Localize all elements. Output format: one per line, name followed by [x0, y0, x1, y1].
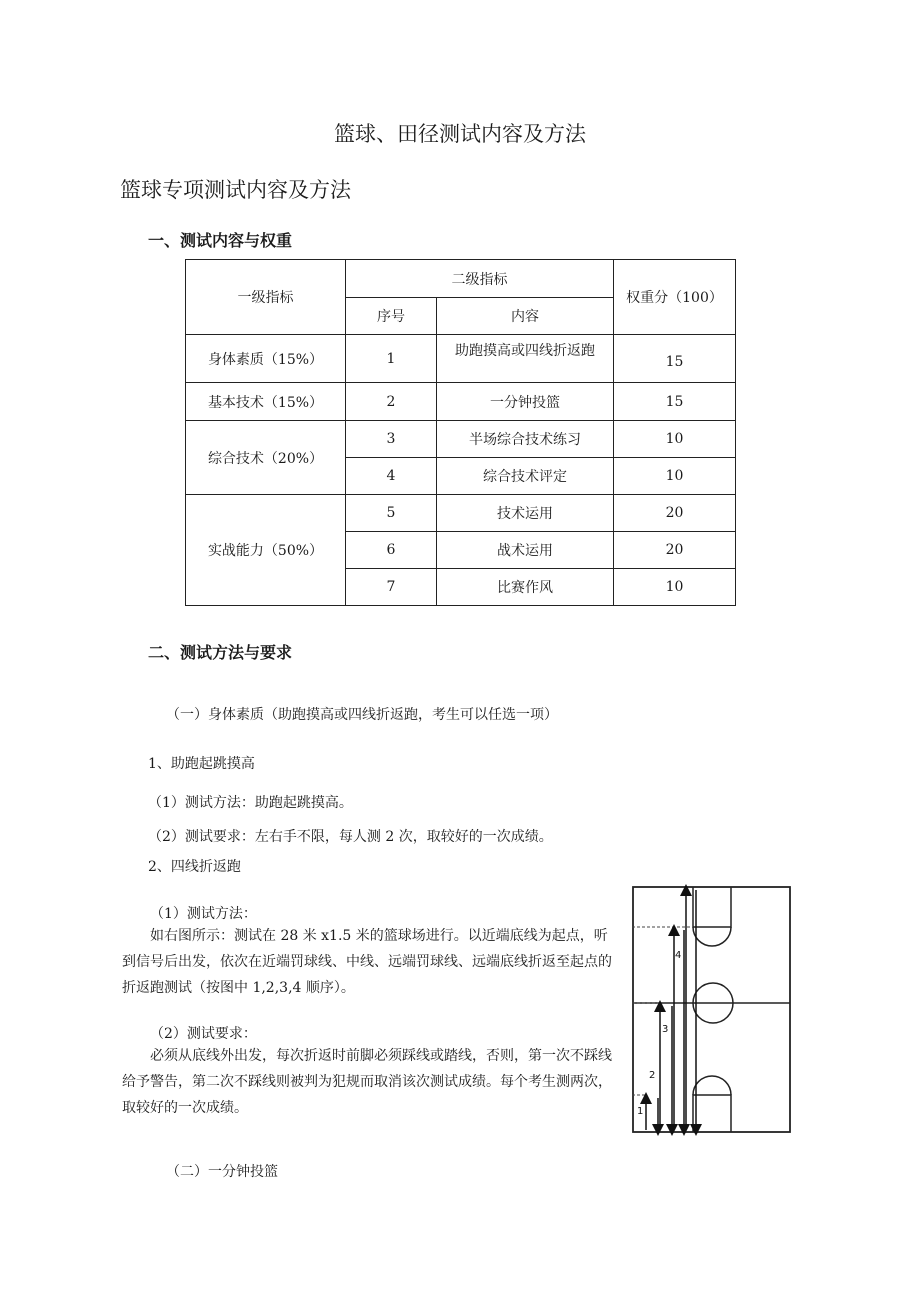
item-2-method-text: 如右图所示：测试在 28 米 x1.5 米的篮球场进行。以近端底线为起点，听到信号后出发，依次在近端罚球线、中线、远端罚球线、远端底线折返至起点的折返跑测试（按图中 1,2,3,4 顺序）。	[122, 928, 612, 996]
row-content: 战术运用	[437, 532, 614, 569]
row-seq: 5	[346, 495, 437, 532]
near-free-throw-arc	[693, 1076, 731, 1095]
row-content: 助跑摸高或四线折返跑	[437, 335, 614, 383]
run-label-4: 4	[675, 950, 682, 961]
row-seq: 2	[346, 383, 437, 421]
item-1-title: 1、助跑起跳摸高	[148, 756, 255, 772]
document-subtitle: 篮球专项测试内容及方法	[120, 178, 351, 202]
row-seq: 4	[346, 458, 437, 495]
part-2-heading: （二）一分钟投篮	[166, 1164, 278, 1180]
row-content: 综合技术评定	[437, 458, 614, 495]
group-label: 实战能力（50%）	[186, 495, 346, 606]
run-label-2: 2	[649, 1070, 656, 1081]
far-free-throw-arc	[693, 927, 731, 946]
shuttle-run-court-diagram	[628, 882, 798, 1140]
run-label-1: 1	[637, 1106, 644, 1117]
group-label: 基本技术（15%）	[186, 383, 346, 421]
header-content: 内容	[437, 298, 614, 335]
row-content: 半场综合技术练习	[437, 421, 614, 458]
weights-table	[185, 259, 736, 606]
row-seq: 3	[346, 421, 437, 458]
near-key	[693, 1095, 731, 1132]
item-1-requirement: （2）测试要求：左右手不限，每人测 2 次，取较好的一次成绩。	[148, 829, 553, 845]
part-1-heading: （一）身体素质（助跑摸高或四线折返跑，考生可以任选一项）	[166, 707, 558, 723]
item-1-method: （1）测试方法：助跑起跳摸高。	[148, 795, 353, 811]
row-weight: 10	[614, 421, 736, 458]
row-weight: 15	[614, 335, 736, 383]
item-2-requirement-text: 必须从底线外出发，每次折返时前脚必须踩线或踏线，否则，第一次不踩线给予警告，第二次不踩线则被判为犯规而取消该次测试成绩。每个考生测两次，取较好的一次成绩。	[122, 1048, 612, 1116]
row-seq: 7	[346, 569, 437, 606]
run-label-3: 3	[662, 1024, 669, 1035]
row-weight: 10	[614, 569, 736, 606]
row-seq: 6	[346, 532, 437, 569]
item-2-title: 2、四线折返跑	[148, 859, 241, 875]
row-seq: 1	[346, 335, 437, 383]
item-2-method-label: （1）测试方法：	[150, 906, 257, 922]
row-weight: 10	[614, 458, 736, 495]
item-2-requirement-label: （2）测试要求：	[150, 1026, 257, 1042]
row-content: 一分钟投篮	[437, 383, 614, 421]
group-label: 身体素质（15%）	[186, 335, 346, 383]
section-2-heading: 二、测试方法与要求	[148, 643, 293, 662]
row-content: 技术运用	[437, 495, 614, 532]
header-level2: 二级指标	[346, 260, 614, 298]
document-title: 篮球、田径测试内容及方法	[334, 122, 586, 146]
far-key	[693, 887, 731, 927]
row-weight: 20	[614, 532, 736, 569]
header-seq: 序号	[346, 298, 437, 335]
header-level1: 一级指标	[186, 260, 346, 335]
row-weight: 15	[614, 383, 736, 421]
row-weight: 20	[614, 495, 736, 532]
section-1-heading: 一、测试内容与权重	[148, 231, 293, 250]
header-weight: 权重分（100）	[614, 260, 736, 335]
row-content: 比赛作风	[437, 569, 614, 606]
group-label: 综合技术（20%）	[186, 421, 346, 495]
